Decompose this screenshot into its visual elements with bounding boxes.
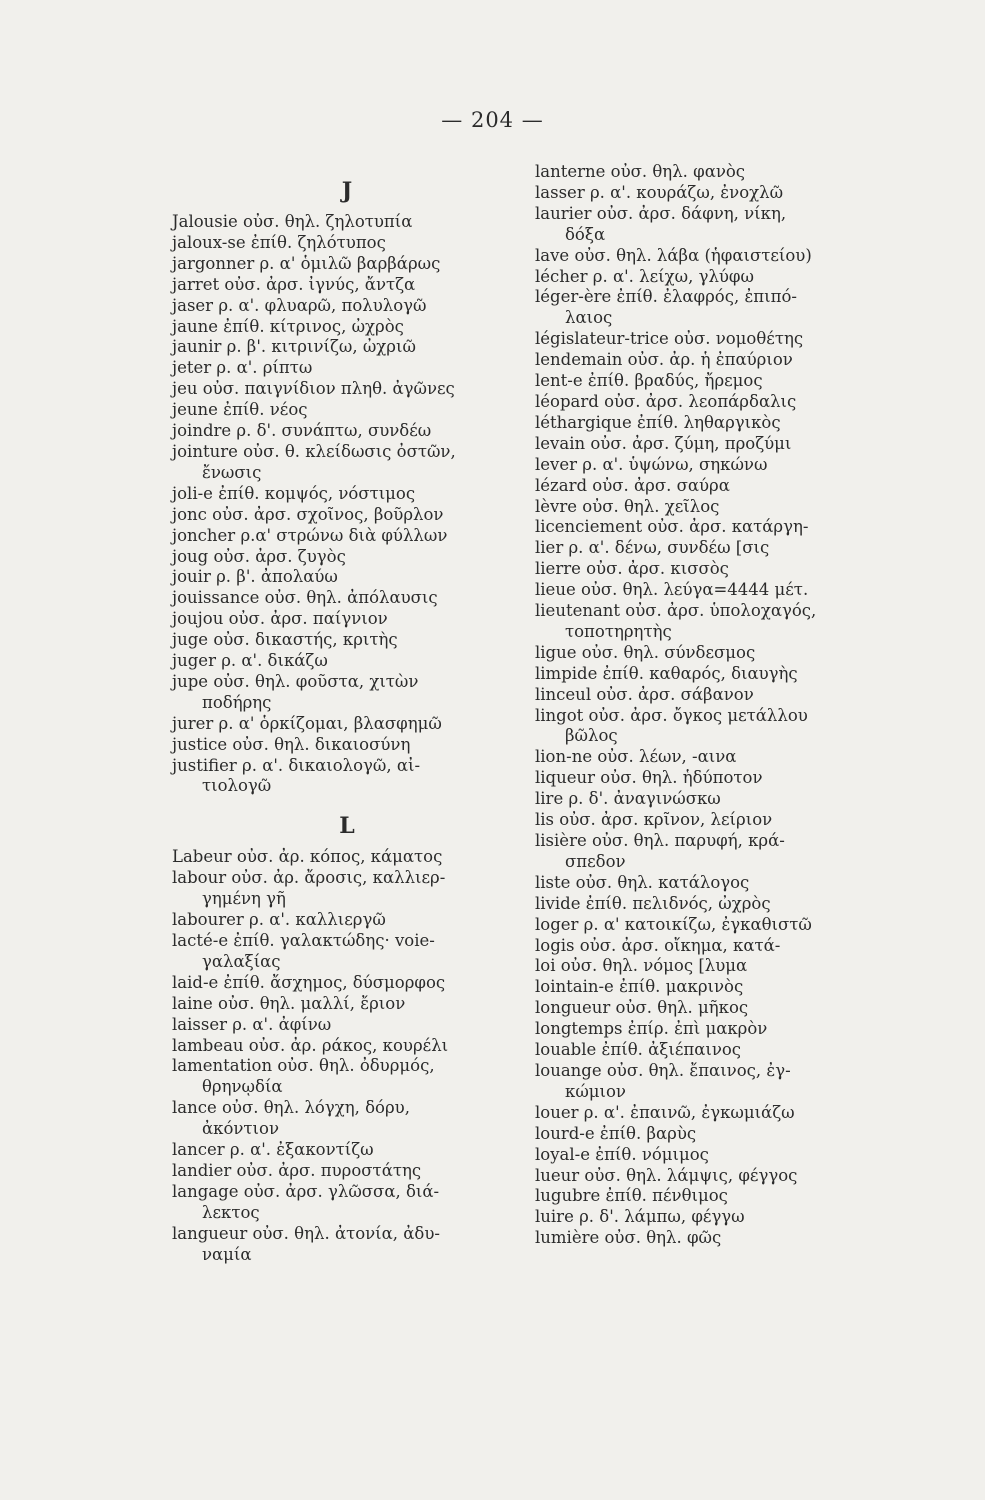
dictionary-entry: léthargique ἐπίθ. ληθαργικὸς (535, 412, 781, 432)
dictionary-entry: lier ρ. α'. δένω, συνδέω [σις (535, 538, 770, 558)
dictionary-entry: jouissance οὐσ. θηλ. ἀπόλαυσις (172, 588, 438, 608)
dictionary-entry: labourer ρ. α'. καλλιεργῶ (172, 910, 386, 930)
dictionary-entry-continuation: κώμιον (565, 1081, 626, 1101)
entries-j (172, 212, 522, 797)
dictionary-entry: lave οὐσ. θηλ. λάβα (ἡφαιστείου) (535, 245, 812, 265)
dictionary-entry: jeter ρ. α'. ρίπτω (172, 358, 313, 378)
dictionary-entry: jargonner ρ. α' ὁμιλῶ βαρβάρως (172, 253, 441, 273)
dictionary-entry-continuation: ποδήρης (202, 692, 272, 712)
dictionary-entry: loger ρ. α' κατοικίζω, ἐγκαθιστῶ (535, 914, 812, 934)
dictionary-entry-continuation: τοποτηρητὴς (565, 621, 672, 641)
dictionary-entry: lécher ρ. α'. λείχω, γλύφω (535, 266, 754, 286)
dictionary-entry: justifier ρ. α'. δικαιολογῶ, αἰ- (172, 755, 421, 775)
dictionary-entry: laurier οὐσ. ἀρσ. δάφνη, νίκη, (535, 203, 787, 223)
dictionary-entry: lèvre οὐσ. θηλ. χεῖλος (535, 496, 720, 516)
dictionary-entry: louange οὐσ. θηλ. ἔπαινος, ἐγ- (535, 1060, 791, 1080)
dictionary-entry: lever ρ. α'. ὑψώνω, σηκώνω (535, 454, 768, 474)
dictionary-entry: linceul οὐσ. ἀρσ. σάβανον (535, 684, 754, 704)
entries-l (172, 847, 522, 1265)
dictionary-entry-continuation: λαιος (565, 308, 613, 328)
dictionary-entry: Jalousie οὐσ. θηλ. ζηλοτυπία (172, 212, 413, 231)
section-heading-j: J (341, 178, 353, 204)
dictionary-entry: luire ρ. δ'. λάμπω, φέγγω (535, 1207, 745, 1227)
dictionary-entry-continuation: γημένη γῆ (202, 889, 286, 909)
dictionary-entry: ligue οὐσ. θηλ. σύνδεσμος (535, 642, 756, 662)
dictionary-entry: limpide ἐπίθ. καθαρός, διαυγὴς (535, 663, 798, 683)
dictionary-entry-continuation: δόξα (565, 224, 606, 244)
dictionary-entry: justice οὐσ. θηλ. δικαιοσύνη (172, 734, 411, 754)
dictionary-entry: jupe οὐσ. θηλ. φοῦστα, χιτὼν (172, 671, 419, 691)
dictionary-entry: législateur-trice οὐσ. νομοθέτης (535, 329, 804, 349)
dictionary-entry: léger-ère ἐπίθ. ἐλαφρός, ἐπιπό- (535, 287, 797, 307)
section-heading-l: L (339, 813, 355, 840)
dictionary-entry: jaser ρ. α'. φλυαρῶ, πολυλογῶ (172, 295, 427, 315)
dictionary-entry: lanterne οὐσ. θηλ. φανὸς (535, 162, 746, 181)
dictionary-entry: livide ἐπίθ. πελιδνός, ὠχρὸς (535, 893, 771, 913)
dictionary-entry-continuation: τιολογῶ (202, 776, 272, 796)
dictionary-entry: jeune ἐπίθ. νέος (172, 400, 308, 420)
dictionary-entry: lendemain οὐσ. ἀρ. ἡ ἐπαύριον (535, 350, 793, 370)
dictionary-entry: joli-e ἐπίθ. κομψός, νόστιμος (172, 483, 416, 503)
dictionary-entry: labour οὐσ. ἀρ. ἄροσις, καλλιερ- (172, 868, 446, 888)
dictionary-entry: louable ἐπίθ. ἀξιέπαινος (535, 1040, 742, 1060)
dictionary-entry: lacté-e ἐπίθ. γαλακτώδης· voie- (172, 931, 435, 950)
dictionary-entry: lointain-e ἐπίθ. μακρινὸς (535, 977, 744, 997)
dictionary-entry-continuation: θρηνῳδία (202, 1077, 283, 1097)
left-column (172, 170, 522, 1266)
dictionary-entry: laid-e ἐπίθ. ἄσχημος, δύσμορφος (172, 972, 446, 992)
dictionary-entry: lieutenant οὐσ. ἀρσ. ὑπολοχαγός, (535, 601, 817, 621)
dictionary-entry: lance οὐσ. θηλ. λόγχη, δόρυ, (172, 1098, 410, 1118)
dictionary-entry: lingot οὐσ. ἀρσ. ὄγκος μετάλλου (535, 705, 808, 725)
dictionary-entry: laisser ρ. α'. ἀφίνω (172, 1014, 332, 1034)
dictionary-entry-continuation: βῶλος (565, 726, 618, 746)
dictionary-entry: lierre οὐσ. ἀρσ. κισσὸς (535, 559, 729, 579)
dictionary-entry: louer ρ. α'. ἐπαινῶ, ἐγκωμιάζω (535, 1102, 795, 1122)
dictionary-entry: joindre ρ. δ'. συνάπτω, συνδέω (172, 421, 432, 441)
dictionary-entry: lourd-e ἐπίθ. βαρὺς (535, 1123, 697, 1143)
dictionary-entry: loyal-e ἐπίθ. νόμιμος (535, 1144, 709, 1164)
dictionary-entry: lézard οὐσ. ἀρσ. σαύρα (535, 475, 730, 495)
dictionary-entry-continuation: σπεδον (565, 851, 626, 871)
dictionary-entry: liste οὐσ. θηλ. κατάλογος (535, 872, 750, 892)
dictionary-entry: lamentation οὐσ. θηλ. ὀδυρμός, (172, 1056, 435, 1076)
right-column (535, 162, 875, 1249)
dictionary-entry-continuation: ἔνωσις (202, 462, 262, 482)
dictionary-entry: lasser ρ. α'. κουράζω, ἐνοχλῶ (535, 182, 784, 202)
dictionary-entry: laine οὐσ. θηλ. μαλλί, ἔριον (172, 993, 406, 1013)
dictionary-entry: jouir ρ. β'. ἀπολαύω (172, 567, 338, 587)
dictionary-entry: lent-e ἐπίθ. βραδύς, ἤρεμος (535, 371, 763, 391)
dictionary-entry: lisière οὐσ. θηλ. παρυφή, κρά- (535, 831, 785, 850)
dictionary-entry-continuation: ναμία (202, 1244, 252, 1264)
dictionary-entry: Labeur οὐσ. ἀρ. κόπος, κάματος (172, 847, 443, 867)
dictionary-entry: lis οὐσ. ἀρσ. κρῖνον, λείριον (535, 810, 773, 830)
dictionary-entry: logis οὐσ. ἀρσ. οἴκημα, κατά- (535, 935, 781, 955)
dictionary-entry: langueur οὐσ. θηλ. ἀτονία, ἀδυ- (172, 1223, 440, 1243)
dictionary-entry: langage οὐσ. ἀρσ. γλῶσσα, διά- (172, 1181, 440, 1201)
dictionary-entry: joncher ρ.α' στρώνω διὰ φύλλων (172, 525, 448, 545)
dictionary-entry: jaunir ρ. β'. κιτρινίζω, ὠχριῶ (172, 337, 416, 357)
dictionary-entry: licenciement οὐσ. ἀρσ. κατάργη- (535, 517, 809, 537)
dictionary-entry: landier οὐσ. ἀρσ. πυροστάτης (172, 1160, 422, 1180)
dictionary-entry: liqueur οὐσ. θηλ. ἡδύποτον (535, 768, 763, 788)
dictionary-entry: lueur οὐσ. θηλ. λάμψις, φέγγος (535, 1165, 798, 1185)
dictionary-entry: léopard οὐσ. ἀρσ. λεοπάρδαλις (535, 391, 797, 411)
dictionary-entry: lire ρ. δ'. ἀναγινώσκω (535, 789, 721, 809)
dictionary-entry: lancer ρ. α'. ἐξακοντίζω (172, 1140, 374, 1160)
dictionary-entry: longueur οὐσ. θηλ. μῆκος (535, 998, 749, 1018)
dictionary-entry: jointure οὐσ. θ. κλείδωσις ὀστῶν, (172, 441, 456, 461)
dictionary-entry: juge οὐσ. δικαστής, κριτὴς (172, 630, 398, 650)
page-number: — 204 — (441, 108, 544, 132)
dictionary-entry: jaune ἐπίθ. κίτρινος, ὠχρὸς (172, 316, 404, 336)
dictionary-entry-continuation: γαλαξίας (202, 951, 281, 971)
dictionary-entry: joujou οὐσ. ἀρσ. παίγνιον (172, 609, 388, 629)
dictionary-entry: longtemps ἐπίρ. ἐπὶ μακρὸν (535, 1019, 768, 1039)
dictionary-entry: lambeau οὐσ. ἀρ. ράκος, κουρέλι (172, 1035, 449, 1055)
dictionary-entry: lion-ne οὐσ. λέων, -αινα (535, 747, 737, 767)
dictionary-entry: jaloux-se ἐπίθ. ζηλότυπος (172, 232, 386, 252)
dictionary-entry: jurer ρ. α' ὁρκίζομαι, βλασφημῶ (172, 713, 442, 733)
dictionary-entry: joug οὐσ. ἀρσ. ζυγὸς (172, 546, 346, 566)
dictionary-entry: jonc οὐσ. ἀρσ. σχοῖνος, βοῦρλον (172, 504, 444, 524)
dictionary-entry: juger ρ. α'. δικάζω (172, 651, 328, 671)
dictionary-entry: lumière οὐσ. θηλ. φῶς (535, 1228, 722, 1248)
dictionary-entry-continuation: λεκτος (202, 1202, 260, 1222)
dictionary-entry: levain οὐσ. ἀρσ. ζύμη, προζύμι (535, 433, 792, 453)
dictionary-entry-continuation: ἀκόντιον (202, 1119, 279, 1139)
dictionary-entry: jarret οὐσ. ἀρσ. ἰγνύς, ἄντζα (172, 274, 416, 294)
dictionary-entry: jeu οὐσ. παιγνίδιον πληθ. ἀγῶνες (172, 379, 455, 399)
dictionary-entry: loi οὐσ. θηλ. νόμος [λυμα (535, 956, 748, 976)
dictionary-entry: lugubre ἐπίθ. πένθιμος (535, 1186, 728, 1206)
dictionary-entry: lieue οὐσ. θηλ. λεύγα=4444 μέτ. (535, 580, 809, 600)
